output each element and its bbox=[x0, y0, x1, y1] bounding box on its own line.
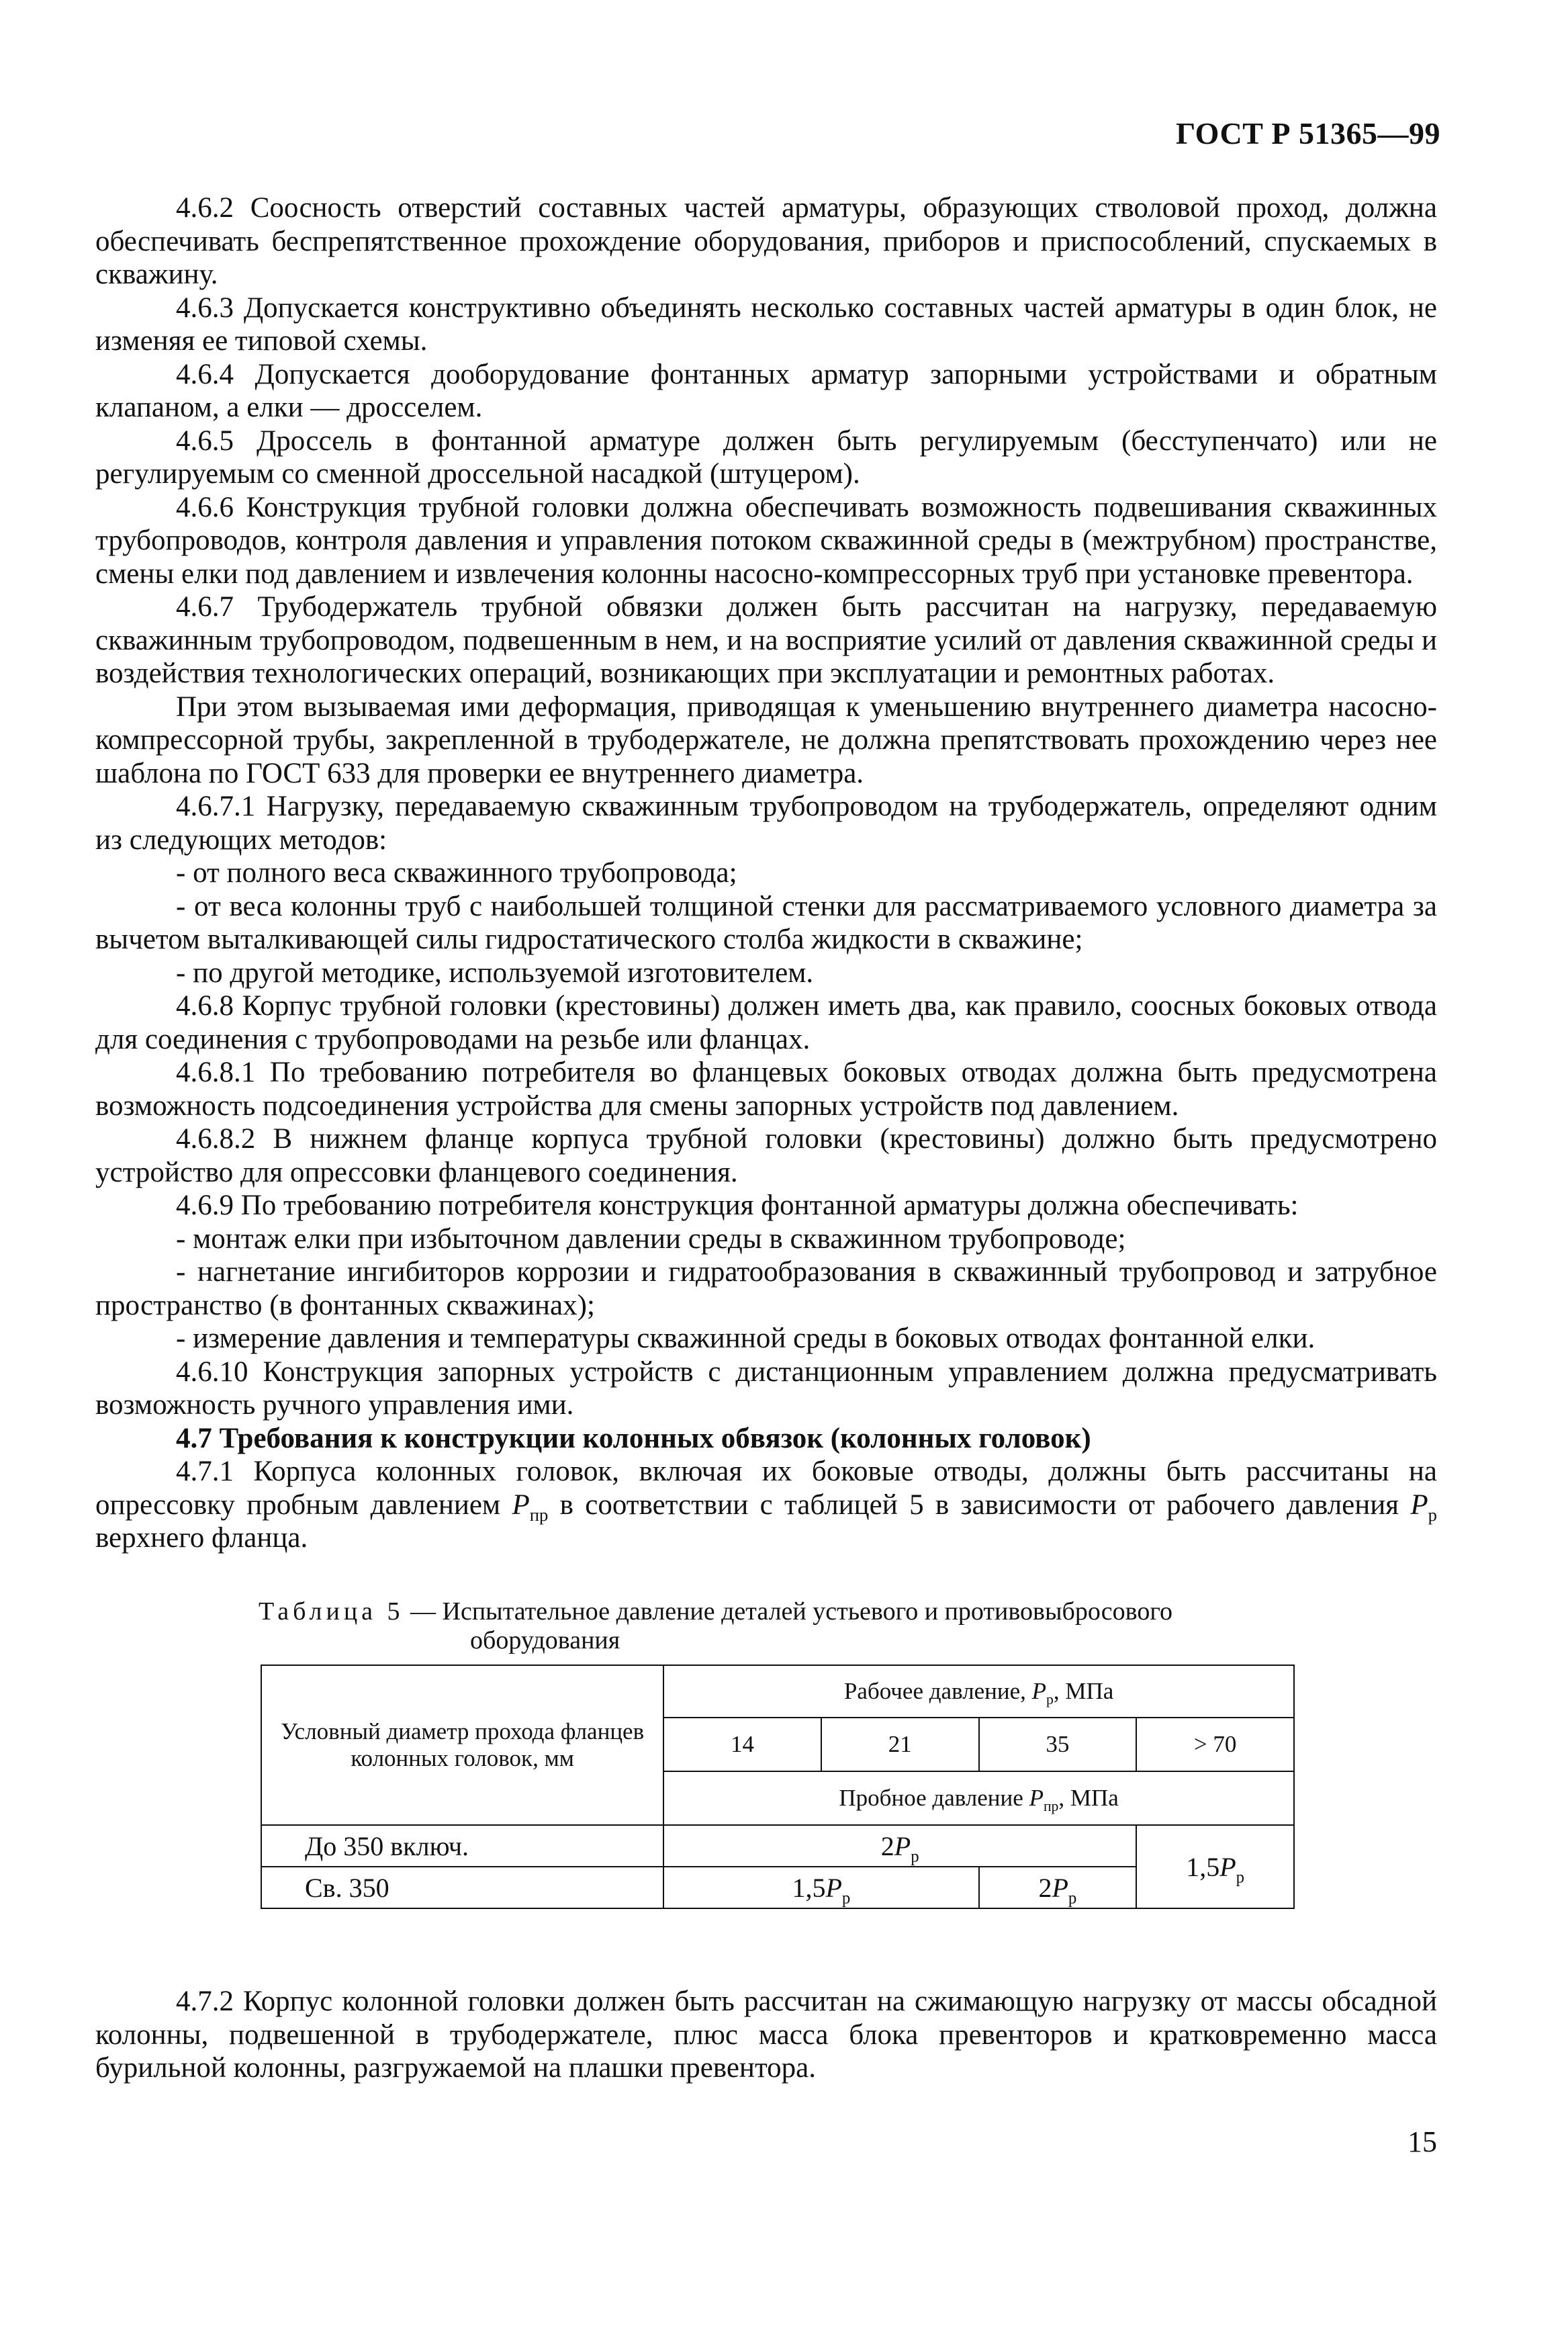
paragraph: При этом вызываемая ими деформация, приводящая к уменьшению внутреннего диаметра насосно-компрессорной трубы, закрепленной в трубодержателе, не должна препятствовать прохождению через нее шаблона по ГОСТ 633 для проверки ее внутреннего диаметра. bbox=[95, 691, 1437, 789]
table-cell: $2P_р$ bbox=[663, 1825, 1136, 1867]
paragraph: 4.6.7.1 Нагрузку, передаваемую скважинным трубопроводом на трубодержатель, определяют одним из следующих методов: bbox=[95, 791, 1437, 856]
header-work-pressure: Рабочее давление, $P_р$, МПа bbox=[663, 1665, 1294, 1718]
table-cell: $2P_р$ bbox=[979, 1867, 1137, 1908]
body-text-after-table bbox=[95, 1985, 1437, 2085]
paragraph: 4.6.8.1 По требованию потребителя во фланцевых боковых отводах должна быть предусмотрена возможность подсоединения устройства для смены запорных устройств под давлением. bbox=[95, 1057, 1437, 1122]
pressure-value: 21 bbox=[821, 1718, 979, 1771]
paragraph: 4.6.7 Трубодержатель трубной обвязки должен быть рассчитан на нагрузку, передаваемую скважинным трубопроводом, подвешенным в нем, и на восприятие усилий от давления скважинной среды и воздействия технологических операций, возникающих при эксплуатации и ремонтных работах. bbox=[95, 591, 1437, 689]
row-label: До 350 включ. bbox=[261, 1825, 663, 1867]
text-run: верхнего фланца. bbox=[95, 1522, 308, 1554]
paragraph: 4.6.10 Конструкция запорных устройств с дистанционным управлением должна предусматривать возможность ручного управления ими. bbox=[95, 1356, 1437, 1421]
list-item: - монтаж елки при избыточном давлении среды в скважинном трубопроводе; bbox=[176, 1223, 1126, 1255]
pressure-value: 35 bbox=[979, 1718, 1137, 1771]
pressure-value: 14 bbox=[663, 1718, 821, 1771]
list-item: - измерение давления и температуры скважинной среды в боковых отводах фонтанной елки. bbox=[176, 1323, 1316, 1354]
list-item: - по другой методике, используемой изготовителем. bbox=[176, 957, 814, 989]
paragraph-4-7-1 bbox=[95, 1455, 1437, 1555]
pressure-table bbox=[261, 1665, 1295, 1909]
paragraph: 4.6.8.2 В нижнем фланце корпуса трубной головки (крестовины) должно быть предусмотрено устройство для опрессовки фланцевого соединения. bbox=[95, 1123, 1437, 1188]
column-header-diameter: Условный диаметр прохода фланцев колонных головок, мм bbox=[261, 1665, 663, 1825]
symbol: P bbox=[512, 1489, 530, 1521]
paragraph: 4.6.8 Корпус трубной головки (крестовины) должен иметь два, как правило, соосных боковых отвода для соединения с трубопроводами на резьбе или фланцах. bbox=[95, 990, 1437, 1055]
paragraph: 4.6.5 Дроссель в фонтанной арматуре должен быть регулируемым (бесступенчато) или не регулируемым со сменной дроссельной насадкой (штуцером). bbox=[95, 425, 1437, 490]
caption-text-line2: оборудования bbox=[470, 1626, 620, 1654]
document-header: ГОСТ Р 51365—99 bbox=[1176, 116, 1440, 150]
list-item: - нагнетание ингибиторов коррозии и гидратообразования в скважинный трубопровод и затрубное пространство (в фонтанных скважинах); bbox=[95, 1256, 1437, 1321]
list-item: - от полного веса скважинного трубопровода; bbox=[176, 857, 737, 889]
paragraph: 4.6.6 Конструкция трубной головки должна обеспечивать возможность подвешивания скважинных трубопроводов, контроля давления и управления потоком скважинной среды в (межтрубном) пространстве, смены елки под давлением и извлечения колонны насосно-компрессорных труб при установке превентора. bbox=[95, 491, 1437, 590]
text-run: 4.7.1 Корпуса колонных головок, включая их боковые отводы, должны быть рассчитаны на опрессовку пробным давлением bbox=[95, 1456, 1437, 1521]
symbol: P bbox=[1410, 1489, 1428, 1521]
subscript: пр bbox=[529, 1504, 549, 1525]
table-caption bbox=[259, 1597, 1333, 1655]
page-number: 15 bbox=[1408, 2125, 1437, 2158]
table-cell: $1,5P_р$ bbox=[663, 1867, 978, 1908]
pressure-value: > 70 bbox=[1136, 1718, 1294, 1771]
paragraph: 4.6.4 Допускается дооборудование фонтанных арматур запорными устройствами и обратным клапаном, а елки — дросселем. bbox=[95, 358, 1437, 423]
body-text bbox=[95, 191, 1437, 1555]
caption-text: — Испытательное давление деталей устьевого и противовыбросового bbox=[404, 1597, 1172, 1626]
text-run: в соответствии с таблицей 5 в зависимости от рабочего давления bbox=[548, 1489, 1411, 1521]
paragraph-4-7-2: 4.7.2 Корпус колонной головки должен быть рассчитан на сжимающую нагрузку от массы обсадной колонны, подвешенной в трубодержателе, плюс масса блока превенторов и кратковременно масса бурильной колонны, разгружаемой на плашки превентора. bbox=[95, 1986, 1437, 2084]
row-label: Св. 350 bbox=[261, 1867, 663, 1908]
table-cell: $1,5P_р$ bbox=[1136, 1825, 1294, 1908]
caption-label: Таблица 5 bbox=[259, 1597, 404, 1626]
section-heading: 4.7 Требования к конструкции колонных обвязок (колонных головок) bbox=[176, 1422, 1091, 1454]
list-item: - от веса колонны труб с наибольшей толщиной стенки для рассматриваемого условного диаметра за вычетом выталкивающей силы гидростатического столба жидкости в скважине; bbox=[95, 890, 1437, 955]
paragraph: 4.6.9 По требованию потребителя конструкция фонтанной арматуры должна обеспечивать: bbox=[176, 1190, 1299, 1221]
header-test-pressure: Пробное давление $P_{пр}$, МПа bbox=[663, 1771, 1294, 1825]
paragraph: 4.6.2 Соосность отверстий составных частей арматуры, образующих стволовой проход, должна обеспечивать беспрепятственное прохождение оборудования, приборов и приспособлений, спускаемых в скважину. bbox=[95, 192, 1437, 290]
paragraph: 4.6.3 Допускается конструктивно объединять несколько составных частей арматуры в один блок, не изменяя ее типовой схемы. bbox=[95, 292, 1437, 357]
subscript: р bbox=[1428, 1504, 1437, 1525]
